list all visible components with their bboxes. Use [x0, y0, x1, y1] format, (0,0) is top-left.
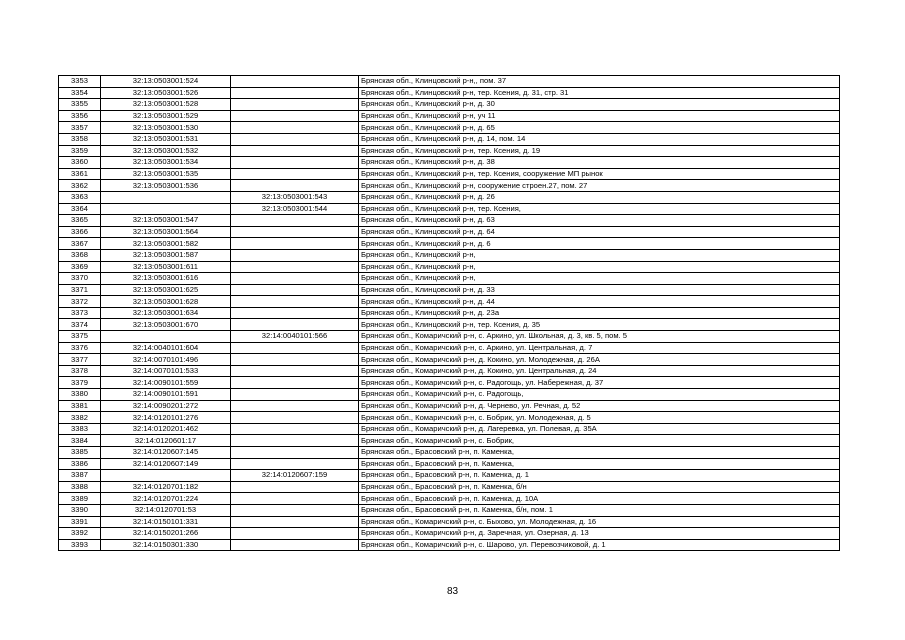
table-row [59, 481, 840, 493]
linked-cadastral-number-cell [231, 215, 359, 227]
linked-cadastral-number-cell: 32:14:0040101:566 [231, 331, 359, 343]
row-number-cell: 3379 [59, 377, 101, 389]
table-row [59, 191, 840, 203]
cadastral-number-cell: 32:13:0503001:532 [101, 145, 231, 157]
row-number-cell: 3384 [59, 435, 101, 447]
linked-cadastral-number-cell [231, 458, 359, 470]
cadastral-number-cell: 32:14:0070101:533 [101, 365, 231, 377]
row-number-cell: 3360 [59, 157, 101, 169]
row-number-cell: 3393 [59, 539, 101, 551]
table-row [59, 215, 840, 227]
linked-cadastral-number-cell [231, 528, 359, 540]
address-cell: Брянская обл., Клинцовский р-н, д. 14, пом. 14 [359, 133, 840, 145]
table-row [59, 110, 840, 122]
table-row [59, 504, 840, 516]
linked-cadastral-number-cell [231, 168, 359, 180]
linked-cadastral-number-cell [231, 516, 359, 528]
cadastral-number-cell: 32:14:0150101:331 [101, 516, 231, 528]
table-row [59, 284, 840, 296]
address-cell: Брянская обл., Брасовский р-н, п. Каменка, [359, 447, 840, 459]
row-number-cell: 3363 [59, 191, 101, 203]
cadastral-number-cell [101, 470, 231, 482]
row-number-cell: 3353 [59, 76, 101, 88]
address-cell: Брянская обл., Клинцовский р-н, д. 33 [359, 284, 840, 296]
row-number-cell: 3390 [59, 504, 101, 516]
table-row [59, 87, 840, 99]
cadastral-number-cell: 32:13:0503001:535 [101, 168, 231, 180]
address-cell: Брянская обл., Клинцовский р-н, тер. Ксения, д. 31, стр. 31 [359, 87, 840, 99]
address-cell: Брянская обл., Брасовский р-н, п. Каменка, д. 1 [359, 470, 840, 482]
address-cell: Брянская обл., Брасовский р-н, п. Каменка, д. 10А [359, 493, 840, 505]
row-number-cell: 3367 [59, 238, 101, 250]
linked-cadastral-number-cell [231, 389, 359, 401]
row-number-cell: 3359 [59, 145, 101, 157]
address-cell: Брянская обл., Клинцовский р-н, д. 30 [359, 99, 840, 111]
table-row [59, 365, 840, 377]
cadastral-number-cell: 32:14:0120607:149 [101, 458, 231, 470]
linked-cadastral-number-cell: 32:13:0503001:544 [231, 203, 359, 215]
cadastral-number-cell: 32:13:0503001:526 [101, 87, 231, 99]
address-cell: Брянская обл., Комаричский р-н, д. Кокино, ул. Молодежная, д. 26А [359, 354, 840, 366]
linked-cadastral-number-cell [231, 145, 359, 157]
row-number-cell: 3380 [59, 389, 101, 401]
address-cell: Брянская обл., Клинцовский р-н, д. 6 [359, 238, 840, 250]
table-row [59, 307, 840, 319]
cadastral-number-cell: 32:13:0503001:628 [101, 296, 231, 308]
table-row [59, 133, 840, 145]
row-number-cell: 3354 [59, 87, 101, 99]
cadastral-number-cell: 32:13:0503001:528 [101, 99, 231, 111]
table-row [59, 331, 840, 343]
address-cell: Брянская обл., Комаричский р-н, с. Радогощь, [359, 389, 840, 401]
linked-cadastral-number-cell [231, 87, 359, 99]
address-cell: Брянская обл., Комаричский р-н, с. Аркино, ул. Школьная, д. 3, кв. 5, пом. 5 [359, 331, 840, 343]
table-row [59, 99, 840, 111]
table-row [59, 203, 840, 215]
linked-cadastral-number-cell [231, 180, 359, 192]
linked-cadastral-number-cell [231, 76, 359, 88]
cadastral-number-cell: 32:14:0090101:591 [101, 389, 231, 401]
address-cell: Брянская обл., Клинцовский р-н, д. 63 [359, 215, 840, 227]
linked-cadastral-number-cell [231, 481, 359, 493]
linked-cadastral-number-cell [231, 504, 359, 516]
table-row [59, 180, 840, 192]
cadastral-number-cell: 32:13:0503001:634 [101, 307, 231, 319]
cadastral-number-cell [101, 331, 231, 343]
linked-cadastral-number-cell [231, 226, 359, 238]
row-number-cell: 3366 [59, 226, 101, 238]
cadastral-number-cell: 32:13:0503001:625 [101, 284, 231, 296]
table-row [59, 493, 840, 505]
address-cell: Брянская обл., Комаричский р-н, с. Бобрик, [359, 435, 840, 447]
linked-cadastral-number-cell [231, 296, 359, 308]
cadastral-number-cell: 32:14:0120101:276 [101, 412, 231, 424]
linked-cadastral-number-cell [231, 400, 359, 412]
row-number-cell: 3388 [59, 481, 101, 493]
row-number-cell: 3387 [59, 470, 101, 482]
address-cell: Брянская обл., Клинцовский р-н, д. 23а [359, 307, 840, 319]
address-cell: Брянская обл., Клинцовский р-н, д. 44 [359, 296, 840, 308]
cadastral-number-cell: 32:14:0120201:462 [101, 423, 231, 435]
linked-cadastral-number-cell [231, 307, 359, 319]
address-cell: Брянская обл., Клинцовский р-н, д. 26 [359, 191, 840, 203]
table-row [59, 122, 840, 134]
cadastral-number-cell: 32:14:0150301:330 [101, 539, 231, 551]
cadastral-number-cell: 32:13:0503001:529 [101, 110, 231, 122]
table-row [59, 470, 840, 482]
cadastral-number-cell: 32:13:0503001:582 [101, 238, 231, 250]
address-cell: Брянская обл., Клинцовский р-н, [359, 273, 840, 285]
table-row [59, 354, 840, 366]
row-number-cell: 3386 [59, 458, 101, 470]
row-number-cell: 3371 [59, 284, 101, 296]
row-number-cell: 3382 [59, 412, 101, 424]
table-row [59, 447, 840, 459]
table-row [59, 238, 840, 250]
linked-cadastral-number-cell [231, 319, 359, 331]
cadastral-number-cell: 32:13:0503001:670 [101, 319, 231, 331]
cadastral-number-cell [101, 203, 231, 215]
linked-cadastral-number-cell [231, 354, 359, 366]
address-cell: Брянская обл., Комаричский р-н, с. Быхово, ул. Молодежная, д. 16 [359, 516, 840, 528]
cadastral-number-cell: 32:14:0040101:604 [101, 342, 231, 354]
cadastral-number-cell: 32:13:0503001:611 [101, 261, 231, 273]
registry-table-body [59, 76, 840, 551]
address-cell: Брянская обл., Комаричский р-н, д. Чернево, ул. Речная, д. 52 [359, 400, 840, 412]
table-row [59, 249, 840, 261]
table-row [59, 528, 840, 540]
address-cell: Брянская обл., Клинцовский р-н, тер. Ксения, сооружение МП рынок [359, 168, 840, 180]
row-number-cell: 3361 [59, 168, 101, 180]
address-cell: Брянская обл., Комаричский р-н, с. Аркино, ул. Центральная, д. 7 [359, 342, 840, 354]
table-row [59, 516, 840, 528]
address-cell: Брянская обл., Клинцовский р-н, тер. Ксения, д. 19 [359, 145, 840, 157]
cadastral-number-cell: 32:14:0150201:266 [101, 528, 231, 540]
table-row [59, 539, 840, 551]
linked-cadastral-number-cell [231, 157, 359, 169]
address-cell: Брянская обл., Клинцовский р-н,, пом. 37 [359, 76, 840, 88]
row-number-cell: 3378 [59, 365, 101, 377]
address-cell: Брянская обл., Клинцовский р-н, [359, 261, 840, 273]
row-number-cell: 3377 [59, 354, 101, 366]
address-cell: Брянская обл., Комаричский р-н, с. Шарово, ул. Перевозчиковой, д. 1 [359, 539, 840, 551]
linked-cadastral-number-cell [231, 435, 359, 447]
table-row [59, 342, 840, 354]
linked-cadastral-number-cell [231, 412, 359, 424]
cadastral-number-cell: 32:14:0120701:182 [101, 481, 231, 493]
cadastral-number-cell: 32:13:0503001:564 [101, 226, 231, 238]
row-number-cell: 3358 [59, 133, 101, 145]
table-row [59, 412, 840, 424]
cadastral-number-cell: 32:14:0120601:17 [101, 435, 231, 447]
linked-cadastral-number-cell [231, 447, 359, 459]
address-cell: Брянская обл., Брасовский р-н, п. Каменка, б/н, пом. 1 [359, 504, 840, 516]
table-row [59, 400, 840, 412]
address-cell: Брянская обл., Комаричский р-н, с. Радогощь, ул. Набережная, д. 37 [359, 377, 840, 389]
registry-table [58, 75, 840, 551]
linked-cadastral-number-cell [231, 423, 359, 435]
cadastral-number-cell: 32:13:0503001:530 [101, 122, 231, 134]
address-cell: Брянская обл., Брасовский р-н, п. Каменка, [359, 458, 840, 470]
row-number-cell: 3383 [59, 423, 101, 435]
row-number-cell: 3369 [59, 261, 101, 273]
address-cell: Брянская обл., Клинцовский р-н, д. 38 [359, 157, 840, 169]
linked-cadastral-number-cell [231, 110, 359, 122]
table-row [59, 389, 840, 401]
cadastral-number-cell: 32:13:0503001:524 [101, 76, 231, 88]
table-row [59, 261, 840, 273]
table-row [59, 157, 840, 169]
linked-cadastral-number-cell [231, 377, 359, 389]
row-number-cell: 3385 [59, 447, 101, 459]
address-cell: Брянская обл., Комаричский р-н, д. Кокино, ул. Центральная, д. 24 [359, 365, 840, 377]
row-number-cell: 3362 [59, 180, 101, 192]
row-number-cell: 3368 [59, 249, 101, 261]
table-row [59, 458, 840, 470]
cadastral-number-cell [101, 191, 231, 203]
row-number-cell: 3370 [59, 273, 101, 285]
linked-cadastral-number-cell [231, 342, 359, 354]
table-row [59, 145, 840, 157]
row-number-cell: 3364 [59, 203, 101, 215]
cadastral-number-cell: 32:13:0503001:587 [101, 249, 231, 261]
table-row [59, 435, 840, 447]
address-cell: Брянская обл., Клинцовский р-н, тер. Ксения, д. 35 [359, 319, 840, 331]
row-number-cell: 3355 [59, 99, 101, 111]
address-cell: Брянская обл., Комаричский р-н, д. Лагеревка, ул. Полевая, д. 35А [359, 423, 840, 435]
linked-cadastral-number-cell [231, 539, 359, 551]
linked-cadastral-number-cell [231, 99, 359, 111]
address-cell: Брянская обл., Клинцовский р-н, д. 64 [359, 226, 840, 238]
address-cell: Брянская обл., Клинцовский р-н, [359, 249, 840, 261]
linked-cadastral-number-cell [231, 273, 359, 285]
table-row [59, 377, 840, 389]
address-cell: Брянская обл., Клинцовский р-н, д. 65 [359, 122, 840, 134]
row-number-cell: 3365 [59, 215, 101, 227]
linked-cadastral-number-cell: 32:13:0503001:543 [231, 191, 359, 203]
row-number-cell: 3372 [59, 296, 101, 308]
table-row [59, 296, 840, 308]
table-row [59, 76, 840, 88]
address-cell: Брянская обл., Брасовский р-н, п. Каменка, б/н [359, 481, 840, 493]
address-cell: Брянская обл., Комаричский р-н, д. Заречная, ул. Озерная, д. 13 [359, 528, 840, 540]
linked-cadastral-number-cell: 32:14:0120607:159 [231, 470, 359, 482]
cadastral-number-cell: 32:14:0120701:224 [101, 493, 231, 505]
linked-cadastral-number-cell [231, 122, 359, 134]
linked-cadastral-number-cell [231, 249, 359, 261]
table-row [59, 319, 840, 331]
row-number-cell: 3356 [59, 110, 101, 122]
cadastral-number-cell: 32:13:0503001:616 [101, 273, 231, 285]
row-number-cell: 3357 [59, 122, 101, 134]
address-cell: Брянская обл., Комаричский р-н, с. Бобрик, ул. Молодежная, д. 5 [359, 412, 840, 424]
address-cell: Брянская обл., Клинцовский р-н, уч 11 [359, 110, 840, 122]
linked-cadastral-number-cell [231, 261, 359, 273]
cadastral-number-cell: 32:14:0120701:53 [101, 504, 231, 516]
linked-cadastral-number-cell [231, 284, 359, 296]
table-row [59, 168, 840, 180]
table-row [59, 423, 840, 435]
address-cell: Брянская обл., Клинцовский р-н, сооружение строен.27, пом. 27 [359, 180, 840, 192]
cadastral-number-cell: 32:13:0503001:536 [101, 180, 231, 192]
page-number: 83 [446, 586, 459, 597]
cadastral-number-cell: 32:14:0070101:496 [101, 354, 231, 366]
row-number-cell: 3389 [59, 493, 101, 505]
table-row [59, 226, 840, 238]
cadastral-number-cell: 32:14:0090201:272 [101, 400, 231, 412]
cadastral-number-cell: 32:14:0090101:559 [101, 377, 231, 389]
address-cell: Брянская обл., Клинцовский р-н, тер. Ксения, [359, 203, 840, 215]
cadastral-number-cell: 32:14:0120607:145 [101, 447, 231, 459]
linked-cadastral-number-cell [231, 238, 359, 250]
row-number-cell: 3373 [59, 307, 101, 319]
row-number-cell: 3375 [59, 331, 101, 343]
row-number-cell: 3392 [59, 528, 101, 540]
cadastral-number-cell: 32:13:0503001:531 [101, 133, 231, 145]
cadastral-number-cell: 32:13:0503001:547 [101, 215, 231, 227]
row-number-cell: 3376 [59, 342, 101, 354]
row-number-cell: 3391 [59, 516, 101, 528]
linked-cadastral-number-cell [231, 493, 359, 505]
row-number-cell: 3374 [59, 319, 101, 331]
table-row [59, 273, 840, 285]
cadastral-number-cell: 32:13:0503001:534 [101, 157, 231, 169]
linked-cadastral-number-cell [231, 133, 359, 145]
linked-cadastral-number-cell [231, 365, 359, 377]
row-number-cell: 3381 [59, 400, 101, 412]
